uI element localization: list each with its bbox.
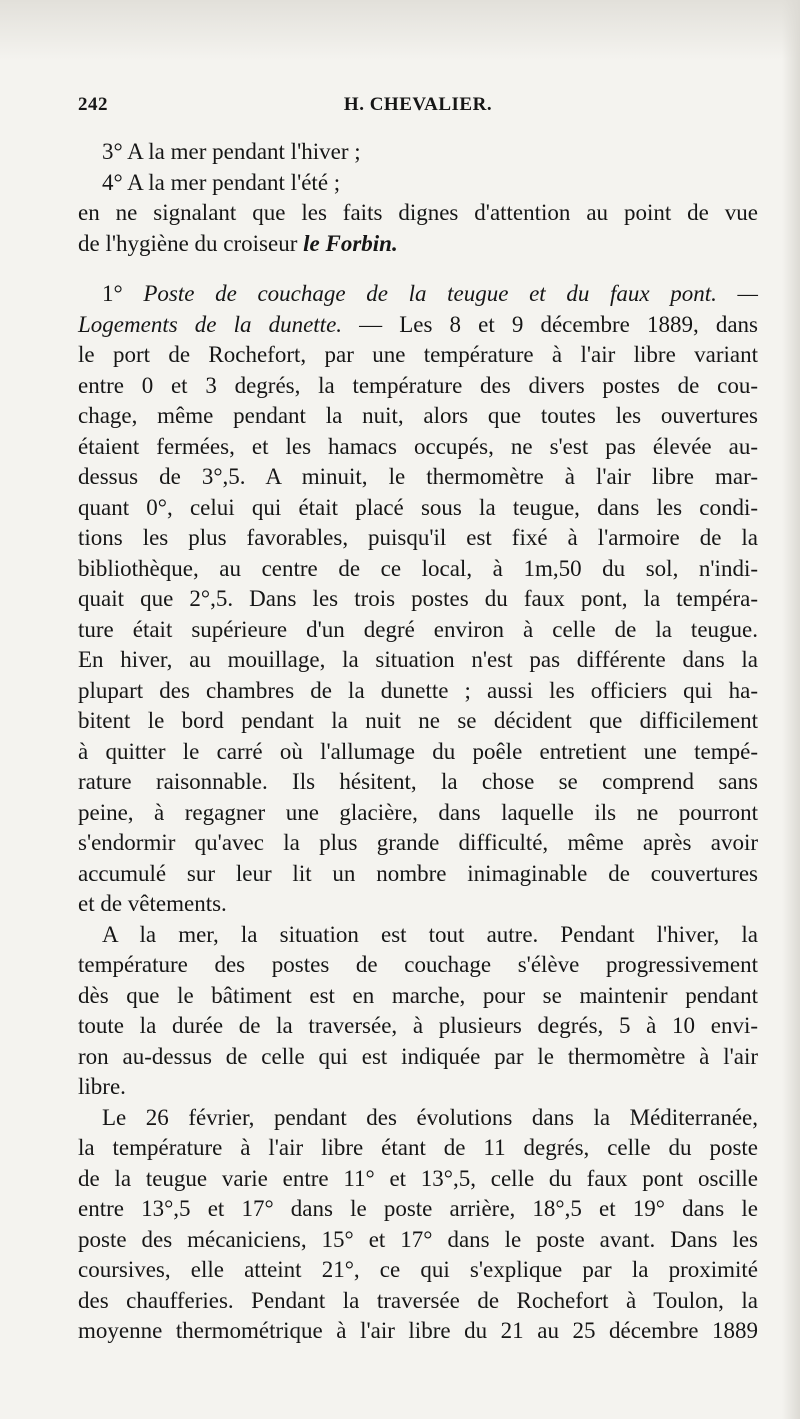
list-item: 4° A la mer pendant l'été ; [102,169,341,195]
text-line: s'endormir qu'avec la plus grande difficulté, même après avoir [78,830,758,855]
text-line: de la teugue varie entre 11° et 13°,5, celle du faux pont oscille [78,1165,758,1191]
running-head: H. CHEVALIER. [343,94,493,115]
text-line: la température à l'air libre étant de 11 degrés, celle du poste [78,1135,758,1160]
text-line: En hiver, au mouillage, la situation n'est pas différente dans la [78,647,758,672]
section-heading [78,279,758,310]
list-item: 3° A la mer pendant l'hiver ; [102,139,361,164]
text-line: Le 26 février, pendant des évolutions dans la Méditerranée, [102,1104,758,1130]
text-span: de l'hygiène du croiseur [78,230,304,256]
text-line: quant 0°, celui qui était placé sous la teugue, dans les condi- [78,494,758,520]
text-line: entre 13°,5 et 17° dans le poste arrière, 18°,5 et 19° dans le [78,1196,758,1221]
text-line: toute la durée de la traversée, à plusieurs degrés, 5 à 10 envi- [78,1013,758,1038]
text-line: dessus de 3°,5. A minuit, le thermomètre à l'air libre mar- [78,464,758,489]
text-line: température des postes de couchage s'élève progressivement [78,952,758,977]
text-line [78,229,758,260]
text-line [78,310,758,341]
text-line: ture était supérieure d'un degré environ à celle de la teugue. [78,616,758,642]
text-line: dès que le bâtiment est en marche, pour se maintenir pendant [78,982,758,1008]
text-span: — Les 8 et 9 décembre 1889, dans [342,311,758,337]
text-line: accumulé sur leur lit un nombre inimaginable de couvertures [78,860,758,886]
text-line: tions les plus favorables, puisqu'il est fixé à l'armoire de la [78,525,758,550]
text-line: rature raisonnable. Ils hésitent, la chose se comprend sans [78,769,758,794]
text-line: ron au-dessus de celle qui est indiquée par le thermomètre à l'air [78,1043,758,1069]
text-line: plupart des chambres de la dunette ; aussi les officiers qui ha- [78,677,758,703]
text-line: A la mer, la situation est tout autre. Pendant l'hiver, la [102,921,758,947]
text-line: peine, à regagner une glacière, dans laquelle ils ne pourront [78,799,758,825]
text-line: quait que 2°,5. Dans les trois postes du faux pont, la tempéra- [78,586,758,611]
page-right-shadow [782,0,800,1419]
text-line: en ne signalant que les faits dignes d'attention au point de vue [78,200,758,225]
text-line: chage, même pendant la nuit, alors que toutes les ouvertures [78,403,758,428]
text-line: bibliothèque, au centre de ce local, à 1m,50 du sol, n'indi- [78,555,758,581]
text-line: le port de Rochefort, par une température à l'air libre variant [78,342,758,367]
text-line: étaient fermées, et les hamacs occupés, ne s'est pas élevée au- [78,433,758,459]
section-title-cont: Logements de la dunette. [78,311,343,337]
text-line: coursives, elle atteint 21°, ce qui s'explique par la proximité [78,1257,758,1282]
text-line: et de vêtements. [78,891,227,916]
ship-name: le Forbin. [303,230,398,256]
text-line: moyenne thermométrique à l'air libre du 21 au 25 décembre 1889 [78,1318,758,1343]
text-line: poste des mécaniciens, 15° et 17° dans le poste avant. Dans les [78,1226,758,1252]
section-number: 1° [102,281,144,306]
body-text [78,137,758,1347]
text-line: entre 0 et 3 degrés, la température des divers postes de cou- [78,372,758,398]
page-number: 242 [78,94,108,115]
section-title: Poste de couchage de la teugue et du faux pont. — [143,281,758,306]
page-header [78,94,758,120]
text-line: libre. [78,1074,126,1099]
text-line: à quitter le carré où l'allumage du poêle entretient une tempé- [78,738,758,764]
paragraph-gap [78,259,758,279]
text-line: bitent le bord pendant la nuit ne se décident que difficilement [78,708,758,733]
text-line: des chaufferies. Pendant la traversée de Rochefort à Toulon, la [78,1287,758,1313]
page-top-edge [0,0,800,60]
